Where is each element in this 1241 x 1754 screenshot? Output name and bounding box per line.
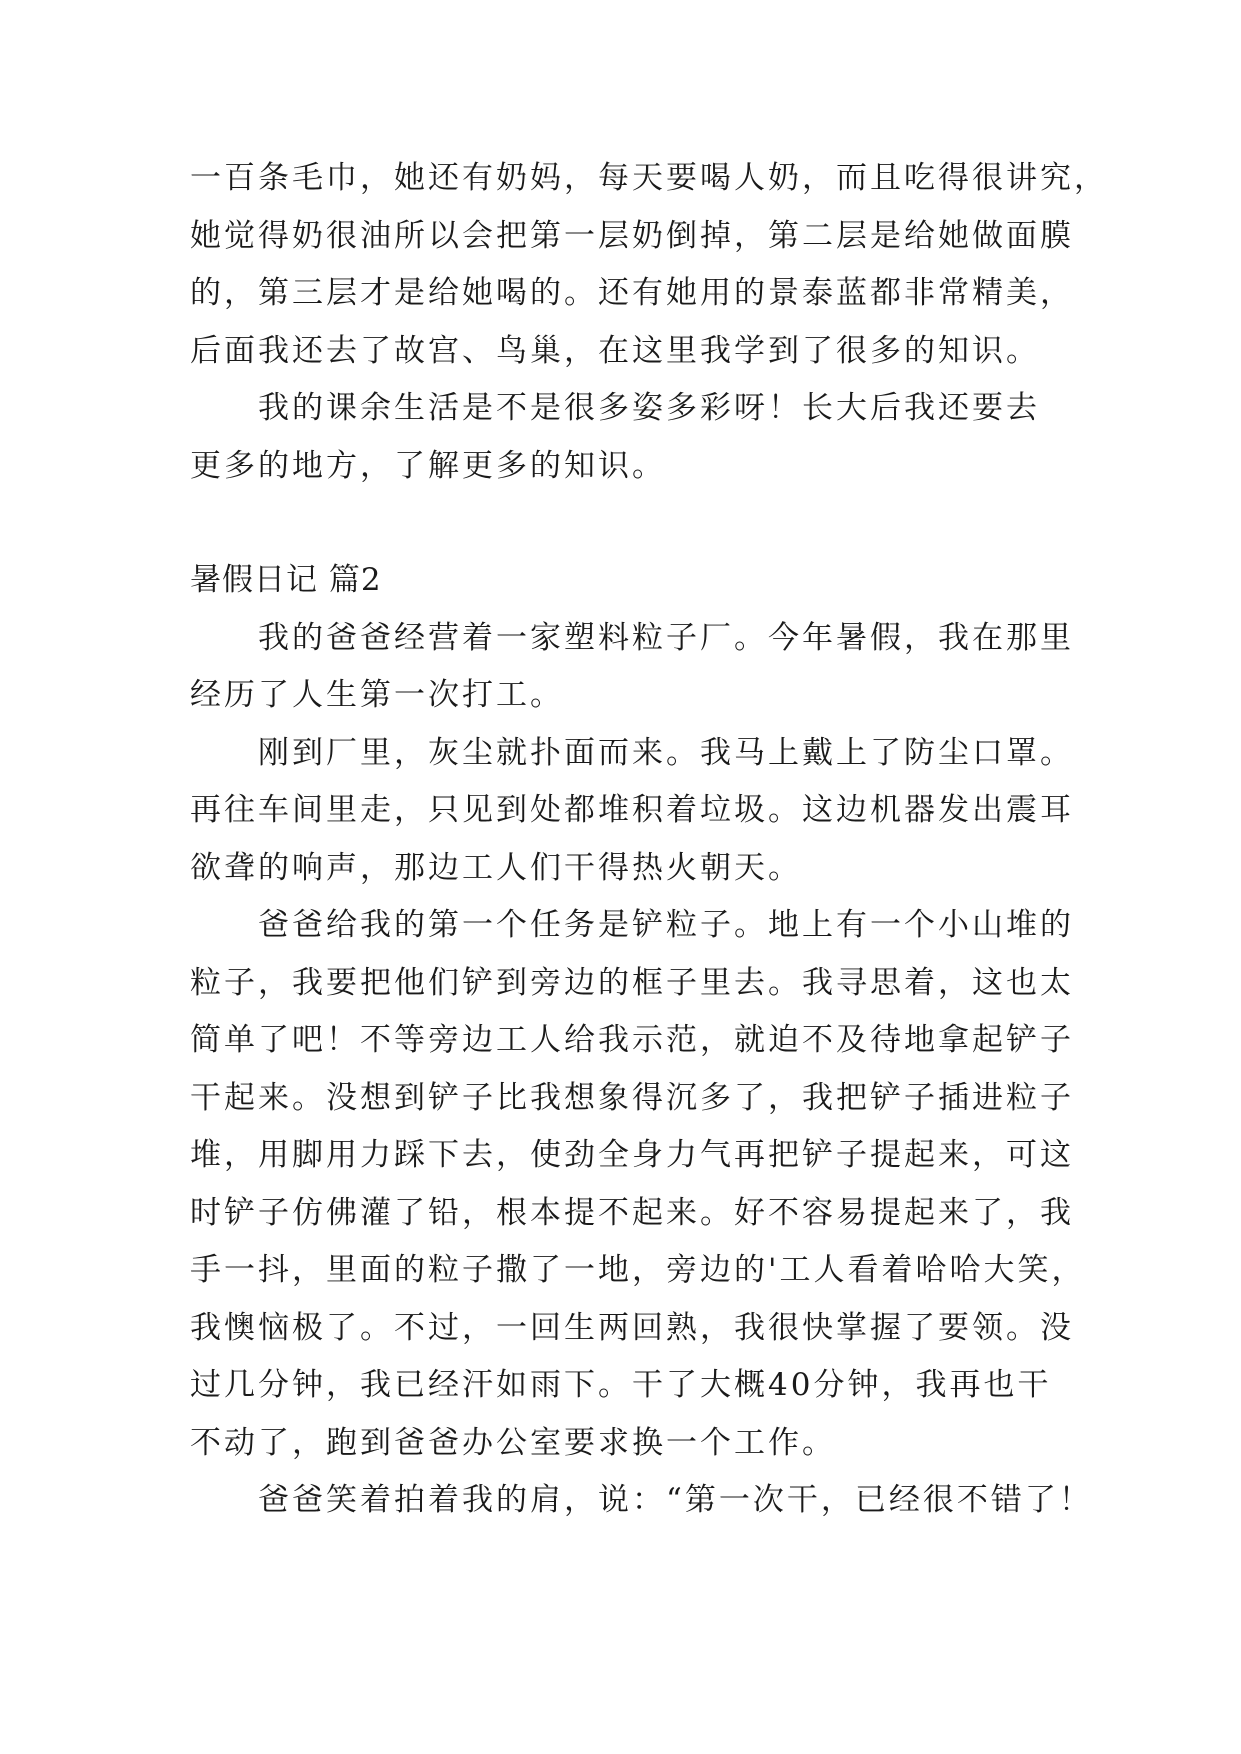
text-line: 粒子，我要把他们铲到旁边的框子里去。我寻思着，这也太 — [190, 964, 1074, 1001]
text-line: 简单了吧！不等旁边工人给我示范，就迫不及待地拿起铲子 — [190, 1022, 1074, 1058]
paragraph-1 — [190, 610, 1074, 725]
text-line: 一百条毛巾，她还有奶妈，每天要喝人奶，而且吃得很讲究， — [190, 160, 1108, 196]
text-line: 不动了，跑到爸爸办公室要求换一个工作。 — [190, 1424, 836, 1461]
section-heading: 暑假日记 篇2 — [190, 562, 382, 598]
text-line: 手一抖，里面的粒子撒了一地，旁边的'工人看着哈哈大笑， — [190, 1252, 1086, 1288]
paragraph-closing — [190, 380, 1070, 495]
text-line: 我懊恼极了。不过，一回生两回熟，我很快掌握了要领。没 — [190, 1309, 1074, 1346]
text-line: 更多的地方，了解更多的知识。 — [190, 447, 666, 484]
paragraph-continued — [190, 150, 1108, 380]
text-line: 再往车间里走，只见到处都堆积着垃圾。这边机器发出震耳 — [190, 792, 1074, 828]
paragraph-2 — [190, 725, 1074, 898]
paragraph-3 — [190, 897, 1086, 1472]
text-line: 时铲子仿佛灌了铅，根本提不起来。好不容易提起来了，我 — [190, 1194, 1074, 1231]
text-line: 经历了人生第一次打工。 — [190, 677, 564, 713]
text-line: 我的爸爸经营着一家塑料粒子厂。今年暑假，我在那里 — [258, 619, 1074, 656]
text-line: 后面我还去了故宫、鸟巢，在这里我学到了很多的知识。 — [190, 332, 1040, 369]
document-body — [190, 150, 1108, 1530]
text-line: 过几分钟，我已经汗如雨下。干了大概40分钟，我再也干 — [190, 1367, 1052, 1403]
text-line: 我的课余生活是不是很多姿多彩呀！长大后我还要去 — [258, 390, 1040, 426]
text-line: 爸爸给我的第一个任务是铲粒子。地上有一个小山堆的 — [258, 907, 1074, 943]
text-line: 堆，用脚用力踩下去，使劲全身力气再把铲子提起来，可这 — [190, 1137, 1074, 1173]
text-line: 爸爸笑着拍着我的肩，说：“第一次干，已经很不错了！ — [258, 1482, 1093, 1518]
text-line: 欲聋的响声，那边工人们干得热火朝天。 — [190, 849, 802, 886]
text-line: 她觉得奶很油所以会把第一层奶倒掉，第二层是给她做面膜 — [190, 217, 1074, 254]
text-line: 的，第三层才是给她喝的。还有她用的景泰蓝都非常精美， — [190, 275, 1074, 311]
text-line: 刚到厂里，灰尘就扑面而来。我马上戴上了防尘口罩。 — [258, 734, 1074, 771]
paragraph-4 — [190, 1472, 1093, 1530]
text-line: 干起来。没想到铲子比我想象得沉多了，我把铲子插进粒子 — [190, 1079, 1074, 1116]
